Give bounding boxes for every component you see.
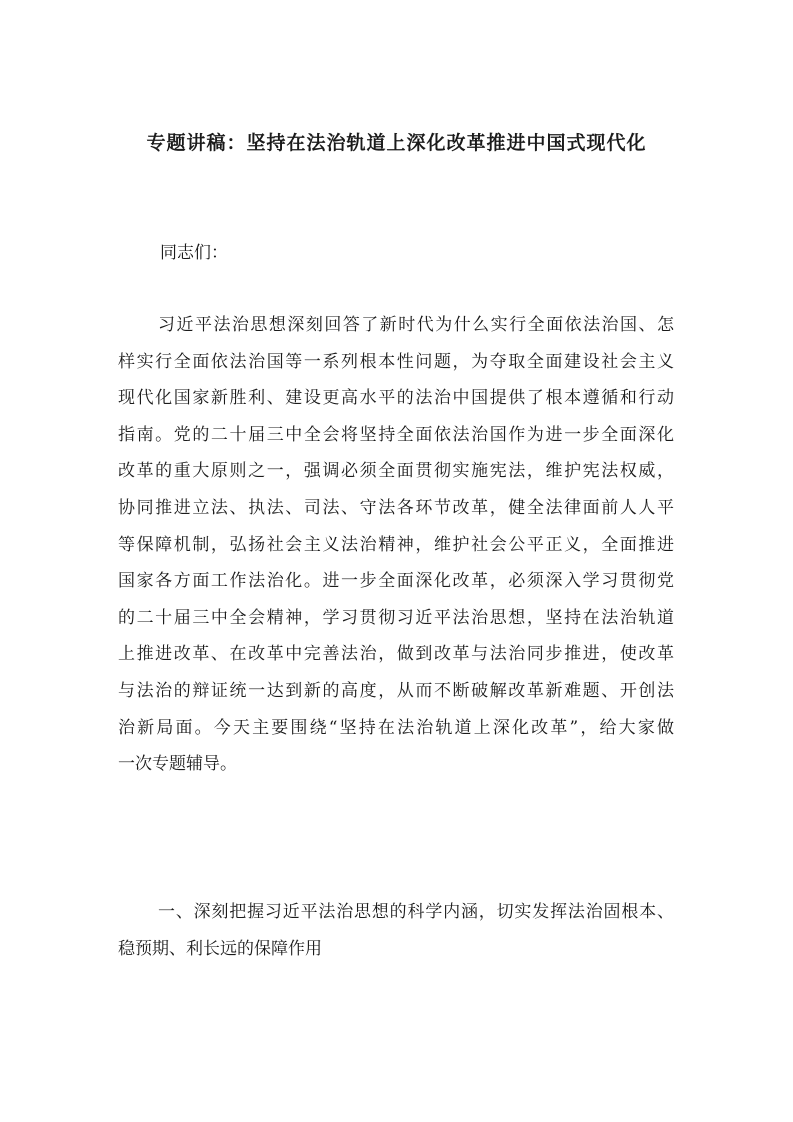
paragraph-line: 现代化国家新胜利、建设更高水平的法治中国提供了根本遵循和行动: [118, 388, 674, 409]
paragraph-line: 治新局面。今天主要围绕“坚持在法治轨道上深化改革”，给大家做: [118, 717, 674, 738]
document-title: 专题讲稿：坚持在法治轨道上深化改革推进中国式现代化: [146, 132, 647, 154]
paragraph-line: 习近平法治思想深刻回答了新时代为什么实行全面依法治国、怎: [158, 315, 674, 335]
paragraph-line: 上推进改革、在改革中完善法治，做到改革与法治同步推进，使改革: [118, 644, 674, 665]
paragraph-line: 样实行全面依法治国等一系列根本性问题，为夺取全面建设社会主义: [118, 351, 674, 372]
intro-paragraph: [118, 307, 674, 783]
section-heading-line: 一、深刻把握习近平法治思想的科学内涵，切实发挥法治固根本、: [158, 902, 674, 922]
paragraph-line: 指南。党的二十届三中全会将坚持全面依法治国作为进一步全面深化: [118, 424, 674, 445]
paragraph-line: 协同推进立法、执法、司法、守法各环节改革，健全法律面前人人平: [118, 497, 674, 518]
section-heading-line: 稳预期、利长远的保障作用: [118, 938, 322, 959]
paragraph-line: 的二十届三中全会精神，学习贯彻习近平法治思想，坚持在法治轨道: [118, 607, 674, 628]
section-heading: [118, 894, 674, 967]
paragraph-line: 一次专题辅导。: [118, 754, 237, 775]
paragraph-line: 国家各方面工作法治化。进一步全面深化改革，必须深入学习贯彻党: [118, 571, 674, 592]
paragraph-line: 等保障机制，弘扬社会主义法治精神，维护社会公平正义，全面推进: [118, 534, 674, 555]
paragraph-line: 改革的重大原则之一，强调必须全面贯彻实施宪法，维护宪法权威，: [118, 461, 674, 482]
salutation: 同志们：: [160, 243, 228, 263]
paragraph-line: 与法治的辩证统一达到新的高度，从而不断破解改革新难题、开创法: [118, 680, 674, 701]
